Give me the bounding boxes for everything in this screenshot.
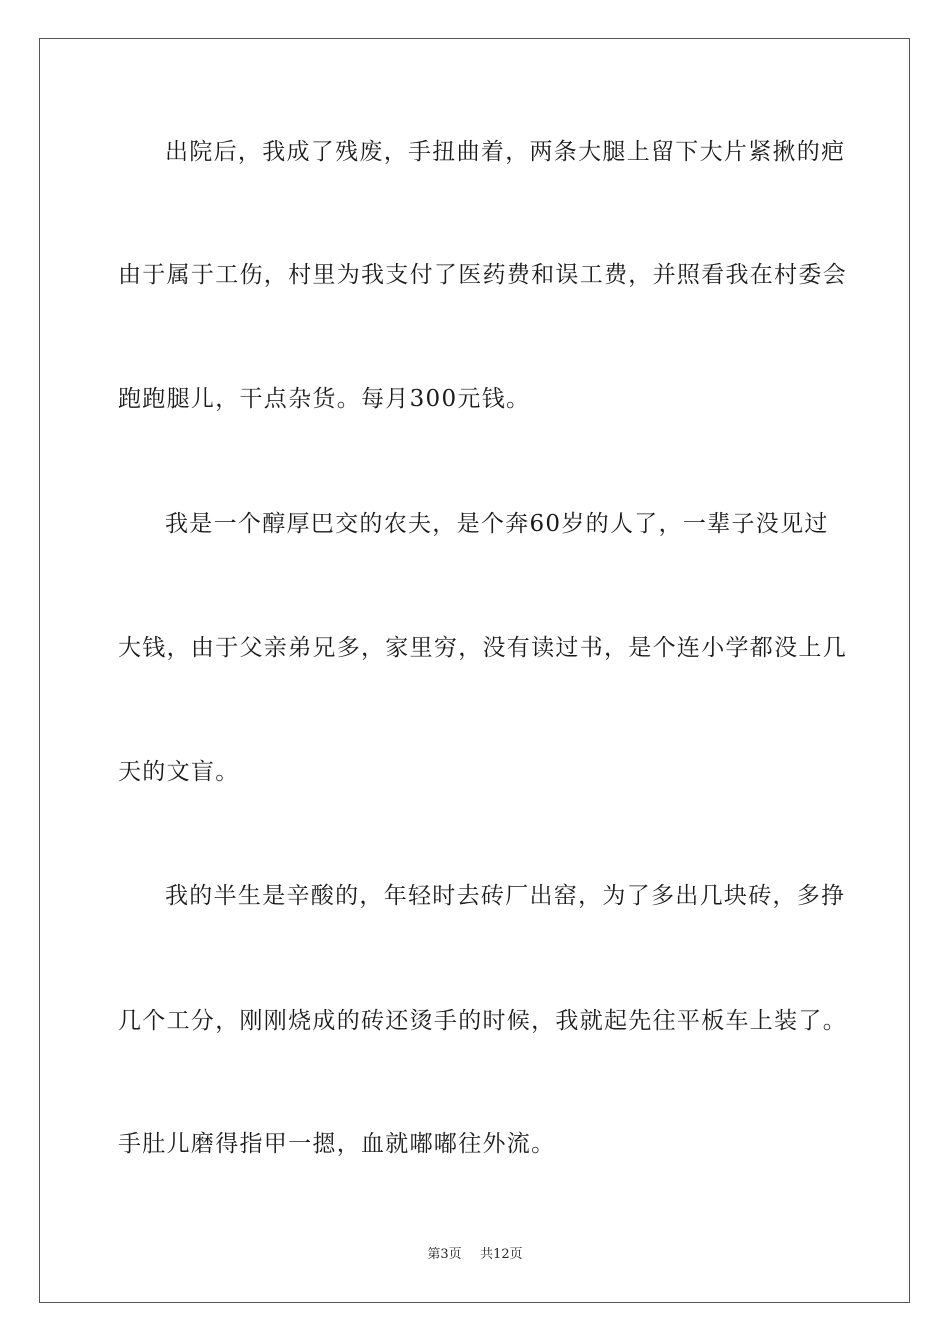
paragraph-line-2: 由于属于工伤，村里为我支付了医药费和误工费，并照看我在村委会 <box>118 262 847 288</box>
paragraph-line-1: 出院后，我成了残废，手扭曲着，两条大腿上留下大片紧揪的疤 <box>165 139 846 165</box>
paragraph-line-8: 几个工分，刚刚烧成的砖还烫手的时候，我就起先往平板车上装了。 <box>118 1008 847 1034</box>
paragraph-line-6: 天的文盲。 <box>118 759 240 785</box>
paragraph-line-4: 我是一个醇厚巴交的农夫，是个奔60岁的人了，一辈子没见过 <box>165 511 829 537</box>
page-number: 第3页 <box>427 1247 462 1262</box>
paragraph-line-3: 跑跑腿儿，干点杂货。每月300元钱。 <box>118 386 531 412</box>
page-footer <box>0 1246 950 1264</box>
page-border <box>39 38 910 1303</box>
paragraph-line-7: 我的半生是辛酸的，年轻时去砖厂出窑，为了多出几块砖，多挣 <box>165 883 846 909</box>
page-total: 共12页 <box>480 1247 523 1262</box>
paragraph-line-5: 大钱，由于父亲弟兄多，家里穷，没有读过书，是个连小学都没上几 <box>118 635 847 661</box>
paragraph-line-9: 手肚儿磨得指甲一摁，血就嘟嘟往外流。 <box>118 1131 556 1157</box>
